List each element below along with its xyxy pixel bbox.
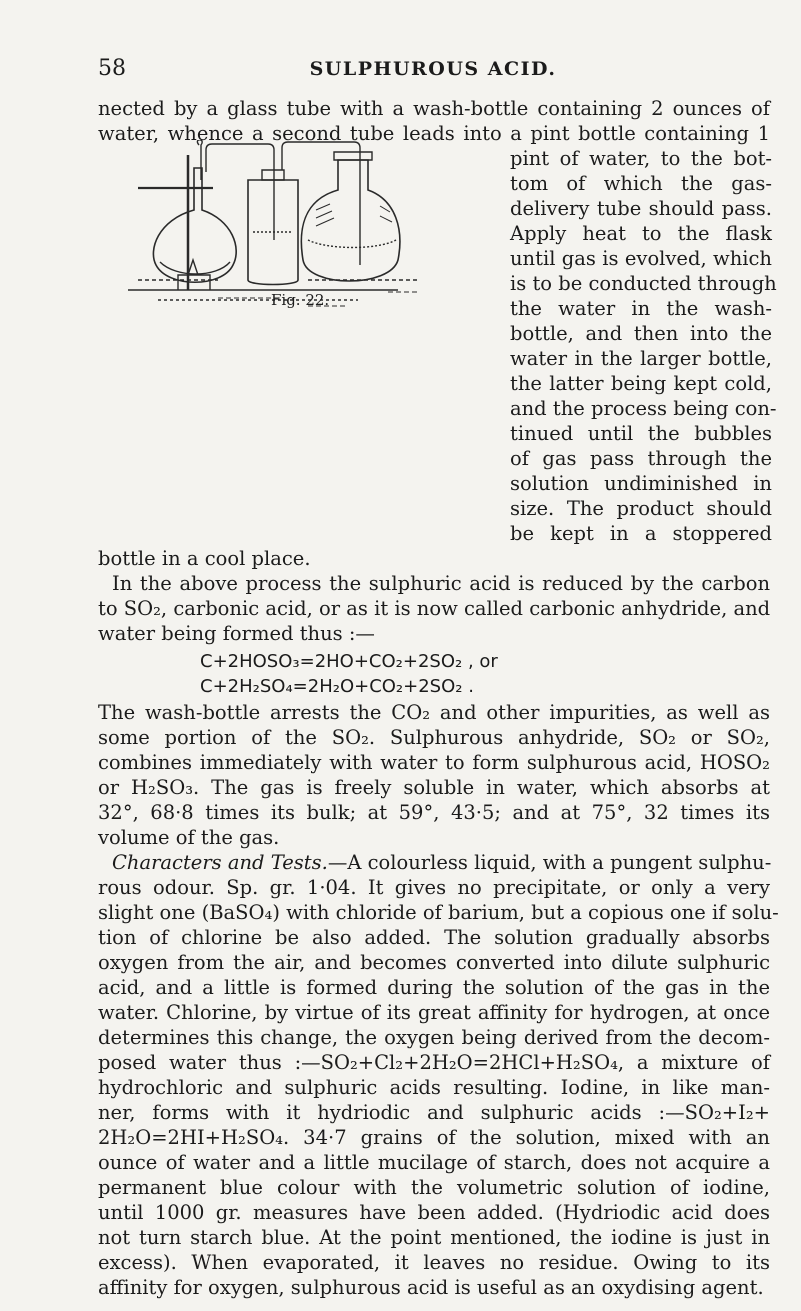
text-line: water, whence a second tube leads into a pint bottle containing 1 bbox=[98, 122, 770, 145]
text-line: or H₂SO₃. The gas is freely soluble in water, which absorbs at bbox=[98, 776, 770, 799]
text-line: be kept in a stoppered bbox=[510, 522, 772, 545]
heading-continuation: —A colourless liquid, with a pungent sulphu- bbox=[327, 851, 772, 874]
text-line: until gas is evolved, which bbox=[510, 247, 772, 270]
text-line: water in the larger bottle, bbox=[510, 347, 772, 370]
equations-block bbox=[98, 649, 770, 699]
text-line: not turn starch blue. At the point mentioned, the iodine is just in bbox=[98, 1226, 770, 1249]
text-line: to SO₂, carbonic acid, or as it is now called carbonic anhydride, and bbox=[98, 597, 771, 620]
text-line: solution undiminished in bbox=[510, 472, 772, 495]
text-line: water. Chlorine, by virtue of its great affinity for hydrogen, at once bbox=[98, 1001, 770, 1024]
equation: C+2HOSO₃=2HO+CO₂+2SO₂ , or bbox=[200, 651, 498, 672]
text-line: posed water thus :—SO₂+Cl₂+2H₂O=2HCl+H₂SO₄, a mixture of bbox=[98, 1051, 770, 1074]
running-head bbox=[98, 56, 768, 86]
text-line: 32°, 68·8 times its bulk; at 59°, 43·5; and at 75°, 32 times its bbox=[98, 801, 770, 824]
text-line: rous odour. Sp. gr. 1·04. It gives no precipitate, or only a very bbox=[98, 876, 770, 899]
text-line: slight one (BaSO₄) with chloride of barium, but a copious one if solu- bbox=[98, 901, 779, 924]
text-line: delivery tube should pass. bbox=[510, 197, 772, 220]
text-line: some portion of the SO₂. Sulphurous anhydride, SO₂ or SO₂, bbox=[98, 726, 770, 749]
text-line: tom of which the gas- bbox=[510, 172, 772, 195]
text-line: size. The product should bbox=[510, 497, 772, 520]
text-line: is to be conducted through bbox=[510, 272, 777, 295]
text-line: acid, and a little is formed during the solution of the gas in the bbox=[98, 976, 770, 999]
text-line: water being formed thus :— bbox=[98, 622, 375, 645]
section-heading: Characters and Tests. bbox=[112, 851, 328, 874]
text-line: bottle in a cool place. bbox=[98, 547, 311, 570]
text-line: combines immediately with water to form sulphurous acid, HOSO₂ bbox=[98, 751, 770, 774]
paragraph-wash-bottle bbox=[98, 700, 770, 850]
text-line: nected by a glass tube with a wash-bottle containing 2 ounces of bbox=[98, 97, 770, 120]
text-line: pint of water, to the bot- bbox=[510, 147, 772, 170]
text-line: Apply heat to the flask bbox=[510, 222, 772, 245]
text-line: until 1000 gr. measures have been added. (Hydriodic acid does bbox=[98, 1201, 770, 1224]
text-line: of gas pass through the bbox=[510, 447, 772, 470]
body-after-figure bbox=[98, 546, 770, 646]
text-line: hydrochloric and sulphuric acids resulting. Iodine, in like man- bbox=[98, 1076, 770, 1099]
equation: C+2H₂SO₄=2H₂O+CO₂+2SO₂ . bbox=[200, 676, 474, 697]
text-line: In the above process the sulphuric acid is reduced by the carbon bbox=[112, 572, 770, 595]
figure-caption: Fig. 22. bbox=[271, 291, 330, 309]
paragraph-characters-and-tests bbox=[98, 850, 779, 1300]
text-line: The wash-bottle arrests the CO₂ and other impurities, as well as bbox=[98, 701, 770, 724]
text-line: the water in the wash- bbox=[510, 297, 772, 320]
text-line: determines this change, the oxygen being derived from the decom- bbox=[98, 1026, 770, 1049]
text-line: the latter being kept cold, bbox=[510, 372, 772, 395]
page-number: 58 bbox=[98, 56, 126, 81]
text-line: and the process being con- bbox=[510, 397, 777, 420]
text-line: ounce of water and a little mucilage of starch, does not acquire a bbox=[98, 1151, 770, 1174]
opening-lines bbox=[98, 96, 770, 146]
text-line: ner, forms with it hydriodic and sulphuric acids :—SO₂+I₂+ bbox=[98, 1101, 770, 1124]
wrapped-text-column bbox=[510, 146, 777, 546]
text-line: tion of chlorine be also added. The solution gradually absorbs bbox=[98, 926, 770, 949]
text-line: 2H₂O=2HI+H₂SO₄. 34·7 grains of the solution, mixed with an bbox=[98, 1126, 770, 1149]
running-title: SULPHUROUS ACID. bbox=[309, 58, 557, 80]
text-line: oxygen from the air, and becomes converted into dilute sulphuric bbox=[98, 951, 770, 974]
text-line: tinued until the bubbles bbox=[510, 422, 772, 445]
text-line bbox=[98, 850, 770, 875]
text-line: excess). When evaporated, it leaves no residue. Owing to its bbox=[98, 1251, 770, 1274]
text-line: permanent blue colour with the volumetric solution of iodine, bbox=[98, 1176, 770, 1199]
text-line: volume of the gas. bbox=[98, 826, 280, 849]
text-line: affinity for oxygen, sulphurous acid is useful as an oxydising agent. bbox=[98, 1276, 764, 1299]
text-line: bottle, and then into the bbox=[510, 322, 772, 345]
